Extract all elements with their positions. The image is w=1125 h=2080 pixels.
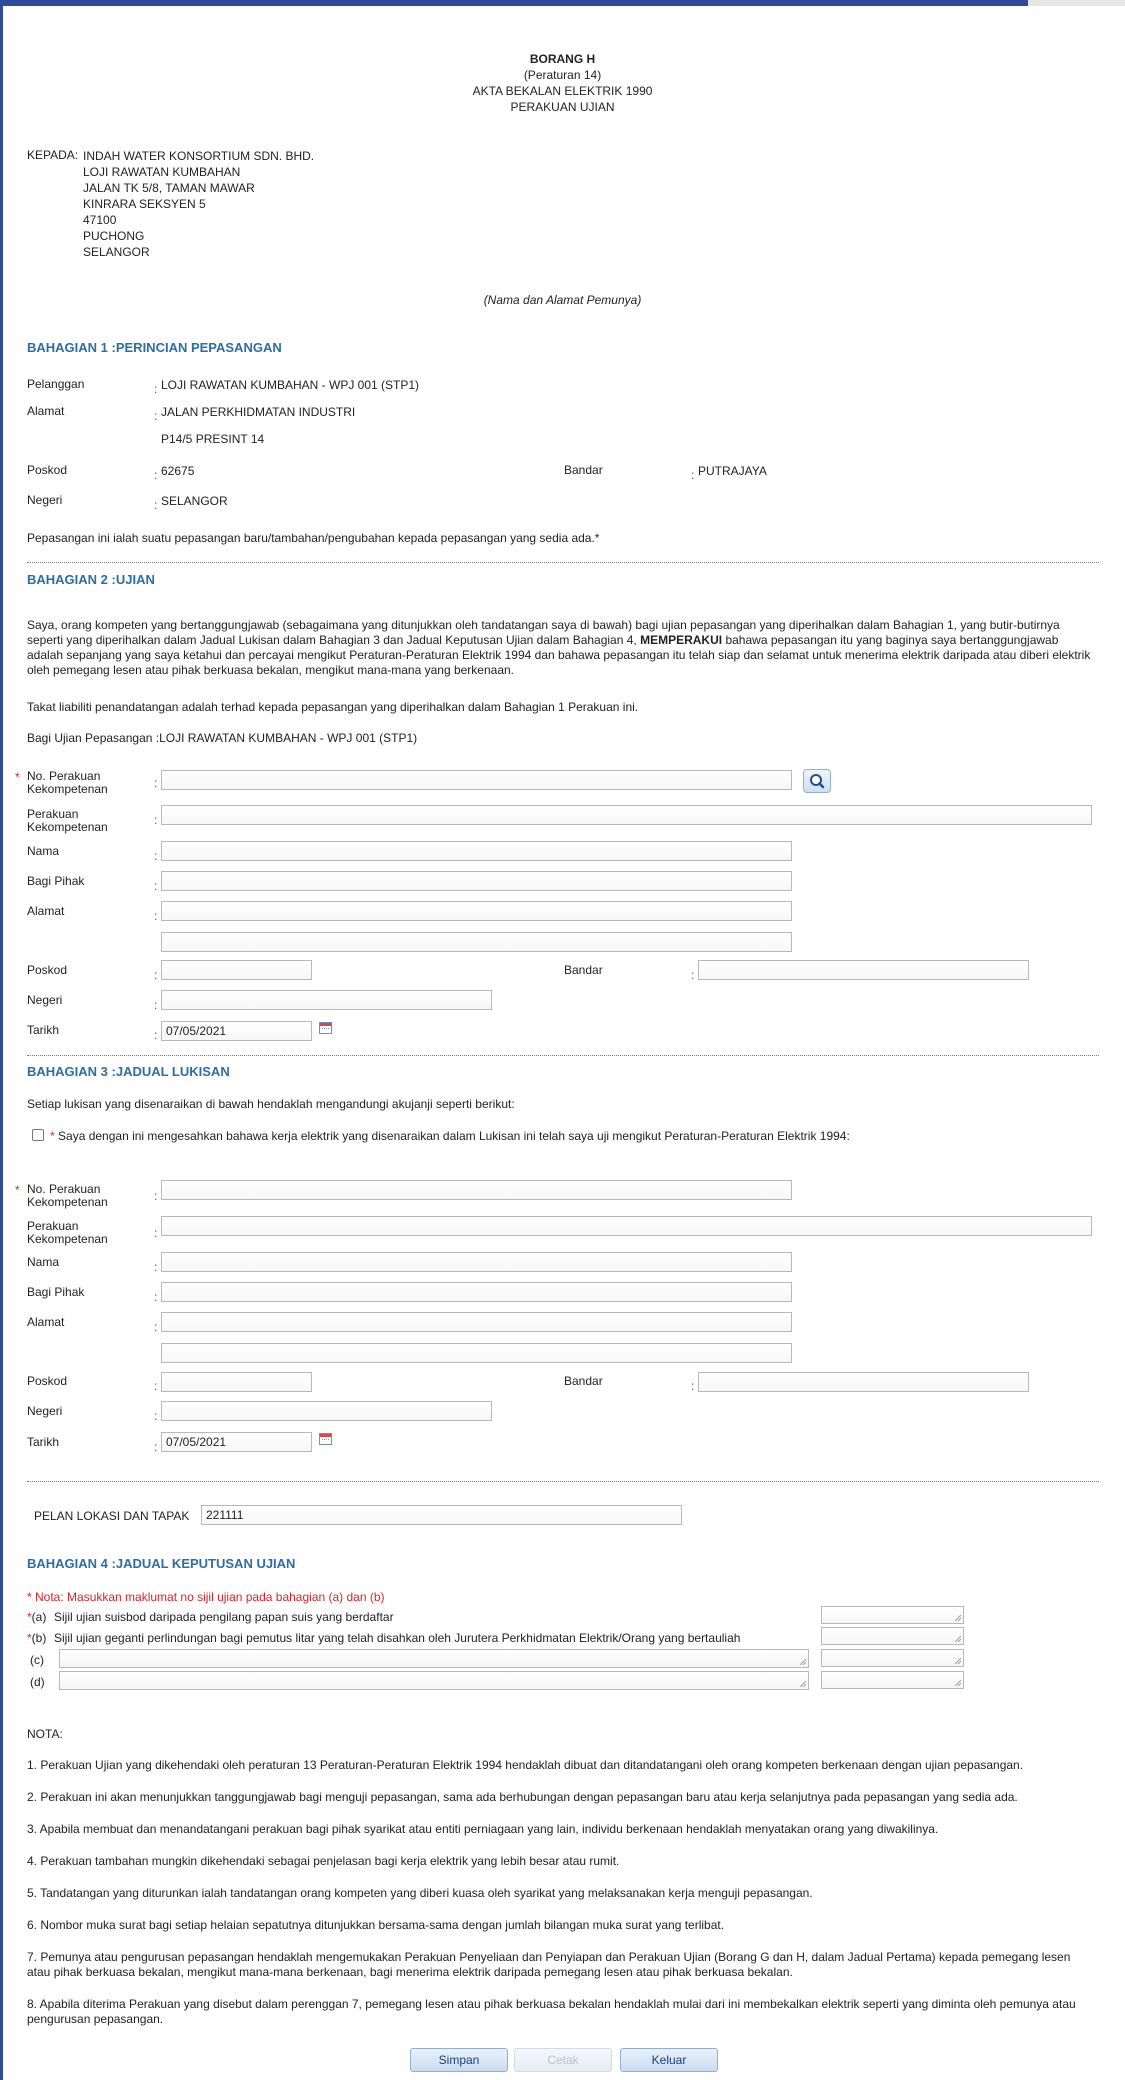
page-title: PERAKUAN UJIAN bbox=[510, 100, 615, 114]
p3-tarikh-label: Tarikh bbox=[27, 1435, 60, 1449]
print-button[interactable]: Cetak bbox=[514, 2048, 612, 2072]
label-line: Kekompetenan bbox=[27, 820, 108, 834]
p3-alamat-label: Alamat bbox=[27, 1315, 65, 1329]
note-item: 2. Perakuan ini akan menunjukkan tanggungjawab bagi menguji pepasangan, sama ada berhubungan dengan pepasangan baru atau kerja selanjutnya pada pepasangan yang sedia ada. bbox=[27, 1790, 1018, 1804]
note-item: 6. Nombor muka surat bagi setiap helaian sepatutnya ditunjukkan bersama-sama dengan jumlah bilangan muka surat yang terlibat. bbox=[27, 1918, 725, 1932]
p2-no-perakuan-input[interactable] bbox=[161, 770, 792, 790]
recipient-line: JALAN TK 5/8, TAMAN MAWAR bbox=[83, 181, 255, 195]
pelanggan-value: LOJI RAWATAN KUMBAHAN - WPJ 001 (STP1) bbox=[161, 378, 420, 392]
note-item: 7. Pemunya atau pengurusan pepasangan hendaklah mengemukakan Perakuan Penyeliaan dan Penyiapan dan Perakuan Ujian (Borang G dan H, dalam Jadual Pertama) kepada pemegang lesen atau pihak berkuasa bekalan, mengikut mana-mana berkenaan, bagi menerima elektrik daripada pemegang lesen atau pihak berkuasa bekalan. bbox=[27, 1950, 1071, 1979]
recipient-address bbox=[83, 148, 314, 260]
label-line: No. Perakuan bbox=[27, 1182, 101, 1196]
colon: : bbox=[154, 1320, 158, 1334]
p3-alamat-input-1[interactable] bbox=[161, 1312, 792, 1332]
p2-alamat-label: Alamat bbox=[27, 904, 65, 918]
installation-statement: Pepasangan ini ialah suatu pepasangan baru/tambahan/pengubahan kepada pepasangan yang sedia ada.* bbox=[27, 531, 600, 545]
colon: : bbox=[154, 1226, 158, 1240]
colon: : bbox=[154, 1290, 158, 1304]
p3-nama-label: Nama bbox=[27, 1255, 60, 1269]
colon: : bbox=[154, 998, 158, 1012]
negeri-label: Negeri bbox=[27, 493, 63, 507]
p2-bagi-pihak-label: Bagi Pihak bbox=[27, 874, 85, 888]
note-item: 8. Apabila diterima Perakuan yang disebut dalam perenggan 7, pemegang lesen atau pihak berkuasa bekalan hendaklah mulai dari ini membekalkan elektrik seperti yang diminta oleh pemunya atau pengurusan pepasangan. bbox=[27, 1997, 1076, 2026]
p2-bagi-pihak-input[interactable] bbox=[161, 871, 792, 891]
recipient-line: SELANGOR bbox=[83, 245, 150, 259]
p3-bagi-pihak-input[interactable] bbox=[161, 1282, 792, 1302]
colon: : bbox=[154, 1028, 158, 1042]
top-accent-bar bbox=[0, 0, 1028, 6]
colon: : bbox=[154, 409, 158, 423]
label-line: Kekompetenan bbox=[27, 782, 108, 796]
test-installation: Bagi Ujian Pepasangan :LOJI RAWATAN KUMBAHAN - WPJ 001 (STP1) bbox=[27, 731, 418, 745]
colon: : bbox=[154, 968, 158, 982]
owner-caption: (Nama dan Alamat Pemunya) bbox=[483, 293, 642, 307]
item-d-input[interactable] bbox=[821, 1671, 964, 1689]
note-item: 4. Perakuan tambahan mungkin dikehendaki sebagai penjelasan bagi kerja elektrik yang lebih besar atau rumit. bbox=[27, 1854, 620, 1868]
label-line: No. Perakuan bbox=[27, 769, 101, 783]
pelan-label: PELAN LOKASI DAN TAPAK bbox=[34, 1509, 190, 1523]
part3-intro: Setiap lukisan yang disenaraikan di bawah hendaklah mengandungi akujanji seperti berikut: bbox=[27, 1097, 515, 1111]
p3-negeri-input[interactable] bbox=[161, 1401, 492, 1421]
note-item: 1. Perakuan Ujian yang dikehendaki oleh peraturan 13 Peraturan-Peraturan Elektrik 1994 hendaklah dibuat dan ditandatangani oleh orang kompeten berkenaan dengan ujian pepasangan. bbox=[27, 1758, 1024, 1772]
p3-tarikh-input[interactable]: 07/05/2021 bbox=[161, 1432, 312, 1452]
p2-negeri-label: Negeri bbox=[27, 993, 63, 1007]
recipient-label: KEPADA: bbox=[27, 148, 79, 162]
p2-bandar-label: Bandar bbox=[564, 963, 603, 977]
item-c-description[interactable] bbox=[59, 1649, 809, 1668]
cert-text-1: Saya, orang kompeten yang bertanggungjawab (sebagaimana yang ditunjukkan oleh tandatangan saya di bawah) bagi ujian pepasangan yang diperihalkan dalam Bahagian 1, yang butir-butirnya seperti yang diperihalkan dalam Jadual Lukisan dalam Bahagian 3 dan Jadual Keputusan Ujian dalam Bahagian 4, bbox=[27, 618, 1060, 647]
p2-nama-label: Nama bbox=[27, 844, 60, 858]
p3-bandar-input[interactable] bbox=[698, 1372, 1029, 1392]
pelanggan-label: Pelanggan bbox=[27, 377, 85, 391]
label-line: Perakuan bbox=[27, 1219, 79, 1233]
required-marker: * bbox=[50, 1129, 55, 1143]
declaration-text bbox=[50, 1129, 850, 1143]
bandar-value: PUTRAJAYA bbox=[698, 464, 767, 478]
p3-perakuan-input[interactable] bbox=[161, 1216, 1092, 1236]
p2-alamat-input-1[interactable] bbox=[161, 901, 792, 921]
act-name: AKTA BEKALAN ELEKTRIK 1990 bbox=[472, 84, 653, 98]
part4-note: * Nota: Masukkan maklumat no sijil ujian pada bahagian (a) dan (b) bbox=[27, 1590, 385, 1604]
p3-negeri-label: Negeri bbox=[27, 1404, 63, 1418]
search-icon bbox=[804, 770, 830, 792]
p2-alamat-input-2[interactable] bbox=[161, 932, 792, 952]
colon: : bbox=[154, 909, 158, 923]
part2-heading: BAHAGIAN 2 :UJIAN bbox=[27, 572, 155, 587]
top-accent-bar-end bbox=[1028, 0, 1125, 6]
alamat-line2: P14/5 PRESINT 14 bbox=[161, 432, 265, 446]
p2-perakuan-input[interactable] bbox=[161, 805, 1092, 825]
poskod-value: 62675 bbox=[161, 464, 195, 478]
colon: : bbox=[154, 1440, 158, 1454]
divider bbox=[27, 1481, 1099, 1482]
cert-keyword: MEMPERAKUI bbox=[640, 633, 723, 647]
colon: : bbox=[154, 1189, 158, 1203]
colon: : bbox=[154, 468, 158, 482]
notes-title: NOTA: bbox=[27, 1727, 63, 1741]
label-line: Perakuan bbox=[27, 807, 79, 821]
divider bbox=[27, 1055, 1099, 1056]
part3-heading: BAHAGIAN 3 :JADUAL LUKISAN bbox=[27, 1064, 230, 1079]
note-item: 3. Apabila membuat dan menandatangani perakuan bagi pihak syarikat atau entiti perniagaan yang lain, individu berkenaan hendaklah menyatakan orang yang diwakilinya. bbox=[27, 1822, 939, 1836]
poskod-label: Poskod bbox=[27, 463, 68, 477]
colon: : bbox=[154, 849, 158, 863]
required-marker: * bbox=[15, 770, 20, 784]
p3-bandar-label: Bandar bbox=[564, 1374, 603, 1388]
p3-bagi-pihak-label: Bagi Pihak bbox=[27, 1285, 85, 1299]
declaration-label: Saya dengan ini mengesahkan bahawa kerja elektrik yang disenaraikan dalam Lukisan ini telah saya uji mengikut Peraturan-Peraturan Elektrik 1994: bbox=[58, 1129, 850, 1143]
save-button[interactable]: Simpan bbox=[410, 2048, 508, 2072]
p3-poskod-label: Poskod bbox=[27, 1374, 68, 1388]
item-c-input[interactable] bbox=[821, 1649, 964, 1667]
required-marker: * bbox=[27, 1631, 32, 1645]
p2-nama-input[interactable] bbox=[161, 841, 792, 861]
colon: : bbox=[154, 879, 158, 893]
p3-nama-input[interactable] bbox=[161, 1252, 792, 1272]
colon: : bbox=[154, 1260, 158, 1274]
item-letter: (a) bbox=[31, 1610, 47, 1624]
required-marker: * bbox=[27, 1610, 32, 1624]
recipient-line: 47100 bbox=[83, 213, 117, 227]
p2-perakuan-label bbox=[27, 808, 108, 834]
item-b-input[interactable] bbox=[821, 1627, 964, 1645]
pelan-input[interactable]: 221111 bbox=[201, 1505, 682, 1525]
exit-button[interactable]: Keluar bbox=[620, 2048, 718, 2072]
p3-no-perakuan-label bbox=[27, 1183, 108, 1209]
p2-no-perakuan-label bbox=[27, 770, 108, 796]
p2-tarikh-input[interactable]: 07/05/2021 bbox=[161, 1021, 312, 1041]
negeri-value: SELANGOR bbox=[161, 494, 228, 508]
part4-heading: BAHAGIAN 4 :JADUAL KEPUTUSAN UJIAN bbox=[27, 1556, 296, 1571]
colon: : bbox=[154, 382, 158, 396]
colon: : bbox=[154, 776, 158, 790]
colon: : bbox=[154, 1379, 158, 1393]
colon: : bbox=[154, 813, 158, 827]
form-name: BORANG H bbox=[529, 52, 596, 66]
p2-poskod-input[interactable] bbox=[161, 960, 312, 980]
alamat-line1: JALAN PERKHIDMATAN INDUSTRI bbox=[161, 405, 356, 419]
note-item: 5. Tandatangan yang diturunkan ialah tandatangan orang kompeten yang diberi kuasa oleh syarikat yang melaksanakan kerja menguji pepasangan. bbox=[27, 1886, 813, 1900]
cert-text-2: bahawa pepasangan itu yang baginya saya bertanggungjawab adalah sepanjang yang saya ketahui dan percayai mengikut Peraturan-Peraturan Elektrik 1994 dan bahawa pepasangan itu telah siap dan selamat untuk menerima elektrik daripada atau diberi elektrik oleh pemegang lesen atau pihak berkuasa bekalan, mengikut mana-mana yang berkenaan. bbox=[27, 633, 1091, 677]
colon: : bbox=[691, 968, 695, 982]
item-d-description[interactable] bbox=[59, 1671, 809, 1690]
item-a-text: Sijil ujian suisbod daripada pengilang papan suis yang berdaftar bbox=[54, 1610, 394, 1624]
item-b-text: Sijil ujian geganti perlindungan bagi pemutus litar yang telah disahkan oleh Jurutera Perkhidmatan Elektrik/Orang yang bertauliah bbox=[54, 1631, 741, 1645]
liability-text: Takat liabiliti penandatangan adalah terhad kepada pepasangan yang diperihalkan dalam Bahagian 1 Perakuan ini. bbox=[27, 700, 639, 714]
item-c-label: (c) bbox=[30, 1653, 44, 1667]
colon: : bbox=[691, 468, 695, 482]
colon: : bbox=[154, 1409, 158, 1423]
p2-tarikh-label: Tarikh bbox=[27, 1023, 60, 1037]
item-a-input[interactable] bbox=[821, 1606, 964, 1624]
label-line: Kekompetenan bbox=[27, 1232, 108, 1246]
item-a-label bbox=[27, 1610, 46, 1624]
p3-no-perakuan-input[interactable] bbox=[161, 1180, 792, 1200]
item-letter: (b) bbox=[31, 1631, 47, 1645]
declaration-checkbox[interactable] bbox=[32, 1129, 44, 1141]
certification-paragraph bbox=[27, 618, 1097, 678]
recipient-line: KINRARA SEKSYEN 5 bbox=[83, 197, 206, 211]
label-line: Kekompetenan bbox=[27, 1195, 108, 1209]
p3-poskod-input[interactable] bbox=[161, 1372, 312, 1392]
alamat-label: Alamat bbox=[27, 404, 65, 418]
recipient-line: LOJI RAWATAN KUMBAHAN bbox=[83, 165, 241, 179]
colon: : bbox=[691, 1379, 695, 1393]
bandar-label: Bandar bbox=[564, 463, 603, 477]
calendar-icon[interactable] bbox=[319, 1433, 332, 1445]
p2-poskod-label: Poskod bbox=[27, 963, 68, 977]
p2-bandar-input[interactable] bbox=[698, 960, 1029, 980]
item-d-label: (d) bbox=[30, 1675, 45, 1689]
required-marker: * bbox=[15, 1183, 20, 1197]
search-button[interactable] bbox=[803, 769, 831, 793]
divider bbox=[27, 562, 1099, 563]
colon: : bbox=[154, 498, 158, 512]
regulation: (Peraturan 14) bbox=[523, 68, 602, 82]
p3-alamat-input-2[interactable] bbox=[161, 1343, 792, 1363]
part1-heading: BAHAGIAN 1 :PERINCIAN PEPASANGAN bbox=[27, 340, 282, 355]
p3-perakuan-label bbox=[27, 1220, 108, 1246]
left-border bbox=[0, 0, 3, 2080]
p2-negeri-input[interactable] bbox=[161, 990, 492, 1010]
recipient-line: INDAH WATER KONSORTIUM SDN. BHD. bbox=[83, 149, 315, 163]
item-b-label bbox=[27, 1631, 46, 1645]
calendar-icon[interactable] bbox=[319, 1022, 332, 1034]
recipient-line: PUCHONG bbox=[83, 229, 145, 243]
